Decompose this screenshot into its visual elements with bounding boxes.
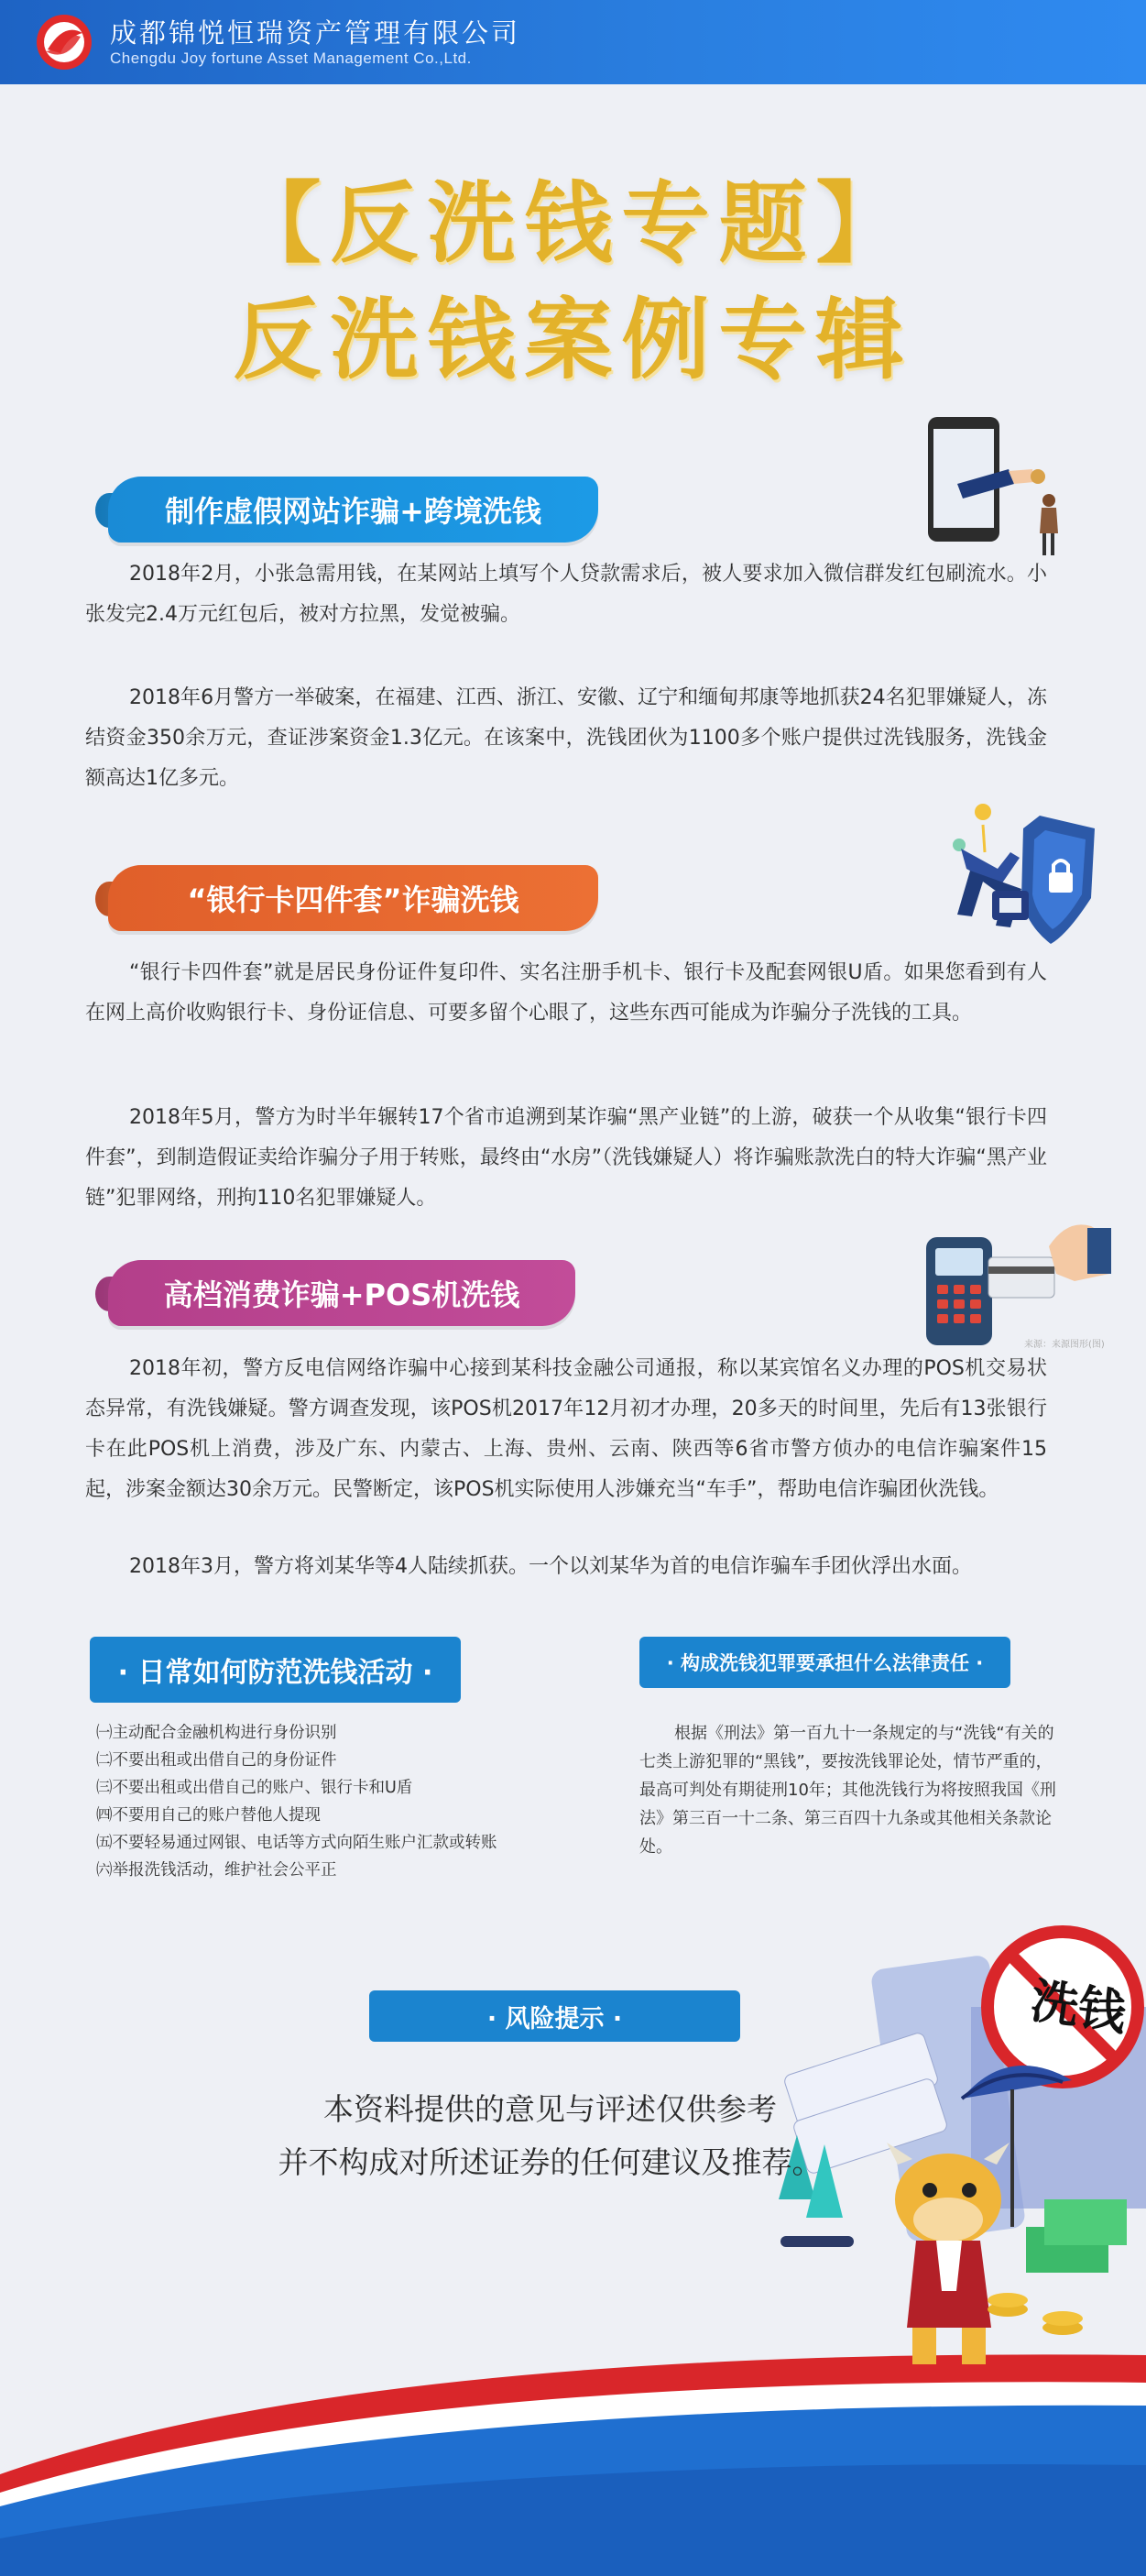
company-logo-icon xyxy=(35,13,93,71)
collection-title: 反洗钱案例专辑 xyxy=(233,289,913,391)
section-ribbon-fake-website: 制作虚假网站诈骗+跨境洗钱 xyxy=(108,477,598,543)
list-item: ㈤不要轻易通过网银、电话等方式向陌生账户汇款或转账 xyxy=(96,1834,497,1852)
legal-liability-text: 根据《刑法》第一百九十一条规定的与“洗钱“有关的七类上游犯罪的“黑钱”，要按洗钱罪论处，情节严重的，最高可判处有期徒刑10年；其他洗钱行为将按照我国《刑法》第三百一十二条、第三百四十九条或其他相关条款论处。 xyxy=(639,1724,1056,1857)
risk-disclaimer-line: 本资料提供的意见与评述仅供参考 xyxy=(323,2091,777,2127)
topic-title: 【反洗钱专题】 xyxy=(233,172,913,275)
section-ribbon-bank-card-kit: “银行卡四件套”诈骗洗钱 xyxy=(108,865,598,931)
prevention-list xyxy=(96,1719,582,1884)
case-paragraph: 2018年6月警方一举破案，在福建、江西、浙江、安徽、辽宁和缅甸邦康等地抓获24名犯罪嫌疑人，冻结资金350余万元，查证涉案资金1.3亿元。在该案中，洗钱团伙为1100多个账户提供过洗钱服务，洗钱金额高达1亿多元。 xyxy=(85,686,1047,790)
prevention-heading: · 日常如何防范洗钱活动 · xyxy=(90,1637,461,1703)
case-paragraph: 2018年5月，警方为时半年辗转17个省市追溯到某诈骗“黑产业链”的上游，破获一个从收集“银行卡四件套”，到制造假证卖给诈骗分子用于转账，最终由“水房”（洗钱嫌疑人）将诈骗账款洗白的特大诈骗“黑产业链”犯罪网络，刑拘110名犯罪嫌疑人。 xyxy=(85,1106,1047,1210)
no-money-laundering-sign-text: 洗钱 xyxy=(1027,1973,1130,2042)
list-item: ㈢不要出租或出借自己的账户、银行卡和U盾 xyxy=(96,1779,413,1797)
legal-liability-heading: · 构成洗钱犯罪要承担什么法律责任 · xyxy=(639,1637,1010,1688)
list-item: ㈡不要出租或出借自己的身份证件 xyxy=(96,1751,337,1770)
company-name-cn: 成都锦悦恒瑞资产管理有限公司 xyxy=(110,17,521,49)
list-item: ㈥举报洗钱活动，维护社会公平正 xyxy=(96,1861,337,1880)
case-paragraph: 2018年初，警方反电信网络诈骗中心接到某科技金融公司通报，称以某宾馆名义办理的POS机交易状态异常，有洗钱嫌疑。警方调查发现，该POS机2017年12月初才办理，20多天的时间里，先后有13张银行卡在此POS机上消费，涉及广东、内蒙古、上海、贵州、云南、陕西等6省市警方侦办的电信诈骗案件15起，涉案金额达30余万元。民警断定，该POS机实际使用人涉嫌充当“车手”，帮助电信诈骗团伙洗钱。 xyxy=(85,1357,1047,1501)
section-ribbon-pos-laundering: 高档消费诈骗+POS机洗钱 xyxy=(108,1260,575,1326)
case-paragraph: 2018年2月，小张急需用钱，在某网站上填写个人贷款需求后，被人要求加入微信群发红包刷流水。小张发完2.4万元红包后，被对方拉黑，发觉被骗。 xyxy=(85,563,1047,626)
risk-warning-heading: · 风险提示 · xyxy=(369,1990,740,2042)
list-item: ㈠主动配合金融机构进行身份识别 xyxy=(96,1724,337,1742)
image-caption: 来源：来源图形(图) xyxy=(1024,1340,1105,1350)
list-item: ㈣不要用自己的账户替他人提现 xyxy=(96,1806,321,1825)
case-paragraph: “银行卡四件套”就是居民身份证件复印件、实名注册手机卡、银行卡及配套网银U盾。如果您看到有人在网上高价收购银行卡、身份证信息、可要多留个心眼了，这些东西可能成为诈骗分子洗钱的工具。 xyxy=(85,961,1047,1025)
phone-handover-illustration xyxy=(921,412,1067,564)
security-shield-illustration xyxy=(939,797,1113,958)
pos-terminal-illustration xyxy=(921,1210,1113,1356)
risk-disclaimer-line: 并不构成对所述证券的任何建议及推荐。 xyxy=(278,2144,823,2180)
company-name-en: Chengdu Joy fortune Asset Management Co.,Ltd. xyxy=(110,49,472,67)
case-paragraph: 2018年3月，警方将刘某华等4人陆续抓获。一个以刘某华为首的电信诈骗车手团伙浮出水面。 xyxy=(129,1555,972,1578)
